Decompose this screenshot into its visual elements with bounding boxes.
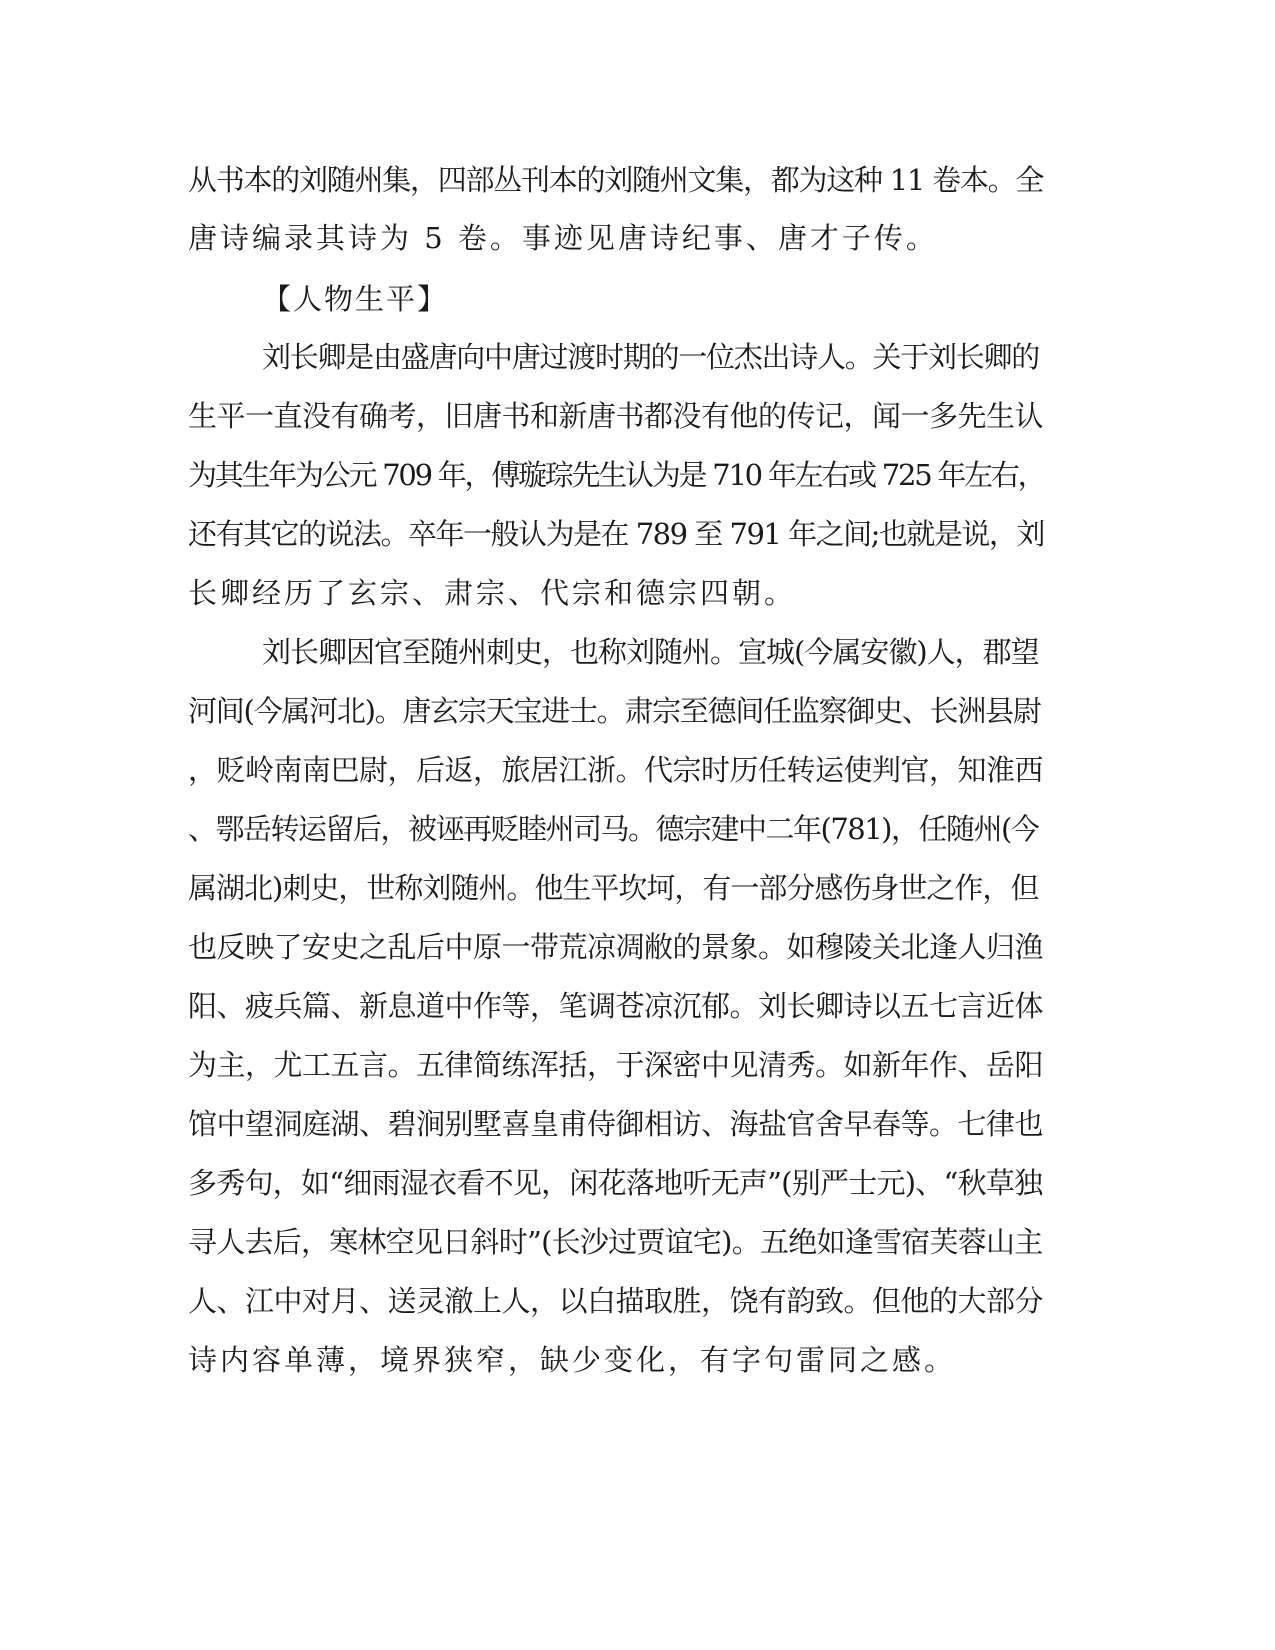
text-line: 刘长卿因官至随州刺史，也称刘随州。宣城(今属安徽)人，郡望: [262, 635, 1039, 669]
text-line: 诗内容单薄，境界狭窄，缺少变化，有字句雷同之感。: [188, 1343, 957, 1377]
section-heading: 【人物生平】: [262, 282, 449, 316]
text-line: 属湖北)刺史，世称刘随州。他生平坎坷，有一部分感伤身世之作，但: [188, 871, 1039, 905]
text-line: 生平一直没有确考，旧唐书和新唐书都没有他的传记，闻一多先生认: [188, 399, 1044, 433]
text-line: ，贬岭南南巴尉，后返，旅居江浙。代宗时历任转运使判官，知淮西: [188, 753, 1044, 787]
text-line: 唐诗编录其诗为 5 卷。事迹见唐诗纪事、唐才子传。: [188, 221, 938, 255]
text-line: 河间(今属河北)。唐玄宗天宝进士。肃宗至德间任监察御史、长洲县尉: [188, 694, 1041, 728]
text-line: 为主，尤工五言。五律简练浑括，于深密中见清秀。如新年作、岳阳: [188, 1048, 1044, 1082]
text-line: 、鄂岳转运留后，被诬再贬睦州司马。德宗建中二年(781)，任随州(今: [188, 812, 1039, 846]
text-line: 人、江中对月、送灵澈上人，以白描取胜，饶有韵致。但他的大部分: [188, 1284, 1044, 1318]
text-line: 多秀句，如“细雨湿衣看不见，闲花落地听无声”(别严士元)、“秋草独: [188, 1166, 1043, 1200]
text-line: 阳、疲兵篇、新息道中作等，笔调苍凉沉郁。刘长卿诗以五七言近体: [188, 989, 1044, 1023]
text-line: 寻人去后，寒林空见日斜时”(长沙过贾谊宅)。五绝如逢雪宿芙蓉山主: [188, 1225, 1043, 1259]
text-line: 刘长卿是由盛唐向中唐过渡时期的一位杰出诗人。关于刘长卿的: [262, 340, 1040, 374]
text-line: 长卿经历了玄宗、肃宗、代宗和德宗四朝。: [188, 576, 797, 610]
text-line: 馆中望洞庭湖、碧涧别墅喜皇甫侍御相访、海盐官舍早春等。七律也: [188, 1107, 1044, 1141]
text-line: 还有其它的说法。卒年一般认为是在 789 至 791 年之间;也就是说，刘: [188, 517, 1044, 551]
text-line: 为其生年为公元 709 年，傅璇琮先生认为是 710 年左右或 725 年左右，: [188, 458, 1045, 492]
text-line: 也反映了安史之乱后中原一带荒凉凋敝的景象。如穆陵关北逢人归渔: [188, 930, 1044, 964]
text-line: 从书本的刘随州集，四部丛刊本的刘随州文集，都为这种 11 卷本。全: [188, 163, 1044, 197]
